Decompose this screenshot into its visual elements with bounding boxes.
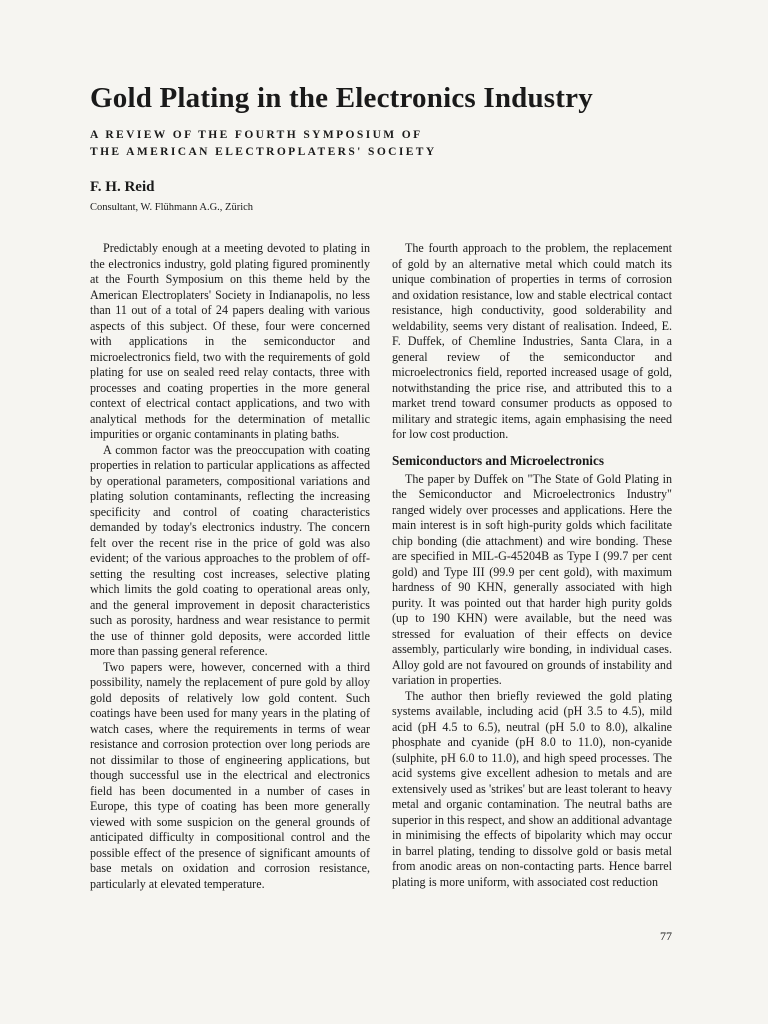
body-paragraph: Two papers were, however, concerned with a third possibility, namely the replacement of pure gold by alloy gold deposits of relatively low gold content. Such coatings have been used for many years in the plating of watch cases, where the requirements in terms of wear resistance and corrosion protection over long periods are not dissimilar to those of engineering applications, but though successful use in the electrical and electronics field has been documented in a number of cases in Europe, this type of coating has been more generally viewed with some suspicion on the general grounds of anticipated difficulty in compositional control and the possible effect of the presence of significant amounts of base metals on oxidation and corrosion resistance, particularly at elevated temperature. xyxy=(90,659,370,891)
left-column xyxy=(90,241,370,892)
page-number: 77 xyxy=(660,929,672,943)
author-affiliation: Consultant, W. Flühmann A.G., Zürich xyxy=(90,202,254,213)
subtitle-line: THE AMERICAN ELECTROPLATERS' SOCIETY xyxy=(90,146,437,158)
section-heading: Semiconductors and Microelectronics xyxy=(392,452,604,468)
article-subtitle xyxy=(90,127,437,161)
author-name: F. H. Reid xyxy=(90,179,155,195)
article-title: Gold Plating in the Electronics Industry xyxy=(90,82,593,114)
body-paragraph: The fourth approach to the problem, the replacement of gold by an alternative metal which could match its unique combination of properties in terms of corrosion and oxidation resistance, low and stable electrical contact resistance, high conductivity, good solderability and weldability, seems very distant of realisation. Indeed, E. F. Duffek, of Chemline Industries, Santa Clara, in a general review of the semiconductor and microelectronics field, reported increased usage of gold, notwithstanding the price rise, and attributed this to a market trend toward consumer products as opposed to military and strategic items, again emphasising the need for low cost production. xyxy=(392,241,672,441)
subtitle-line: A REVIEW OF THE FOURTH SYMPOSIUM OF xyxy=(90,129,423,141)
body-paragraph: The paper by Duffek on "The State of Gold Plating in the Semiconductor and Microelectronics Industry" ranged widely over processes and applications. Here the main interest is in soft high-purity golds which facilitate chip bonding (die attachment) and wire bonding. These are specified in MIL-G-45204B as Type I (99.7 per cent gold) and Type III (99.9 per cent gold), with maximum hardness of 90 KHN, generally associated with high purity. It was pointed out that harder high purity golds (up to 190 KHN) were available, but the need was stressed for evaluation of their effects on device assembly, particularly wire bonding, in individual cases. Alloy gold are not favoured on grounds of instability and variation in properties. xyxy=(392,471,672,687)
body-paragraph: Predictably enough at a meeting devoted to plating in the electronics industry, gold plating figured prominently at the Fourth Symposium on this theme held by the American Electroplaters' Society in Indianapolis, no less than 11 out of a total of 24 papers dealing with various aspects of this subject. Of these, four were concerned with applications in the semiconductor and microelectronics field, two with the requirements of gold plating for use on sealed reed relay contacts, three with processes and coating properties in the more general context of electrical contact applications, and two with analytical methods for the determination of metallic impurities or organic contaminants in plating baths. xyxy=(90,241,370,441)
body-paragraph: A common factor was the preoccupation with coating properties in relation to particular applications as affected by operational parameters, compositional variations and plating solution contaminants, reflecting the increasing specificity and control of coating characteristics demanded by today's electronics industry. The concern felt over the recent rise in the price of gold was also evident; of the various approaches to the problem of off-setting the resulting cost increases, selective plating which limits the gold coating to operational areas only, and the general improvement in deposit characteristics such as porosity, hardness and wear resistance to permit the use of thinner gold deposits, were accorded little more than passing general reference. xyxy=(90,442,370,658)
right-column xyxy=(392,241,672,890)
body-paragraph: The author then briefly reviewed the gold plating systems available, including acid (pH 3.5 to 4.5), mild acid (pH 4.5 to 6.5), neutral (pH 5.0 to 8.0), alkaline phosphate and cyanide (pH 8.0 to 11.0), non-cyanide (sulphite, pH 6.0 to 11.0), and high speed processes. The acid systems give excellent adhesion to metals and are extensively used as 'strikes' but are least tolerant to heavy metal and organic contamination. The neutral baths are superior in this respect, and show an additional advantage in minimising the effects of bipolarity which may occur in barrel plating, tending to dissolve gold or basis metal from anodic areas on non-contacting parts. Hence barrel plating is more uniform, with associated cost reduction xyxy=(392,688,672,889)
